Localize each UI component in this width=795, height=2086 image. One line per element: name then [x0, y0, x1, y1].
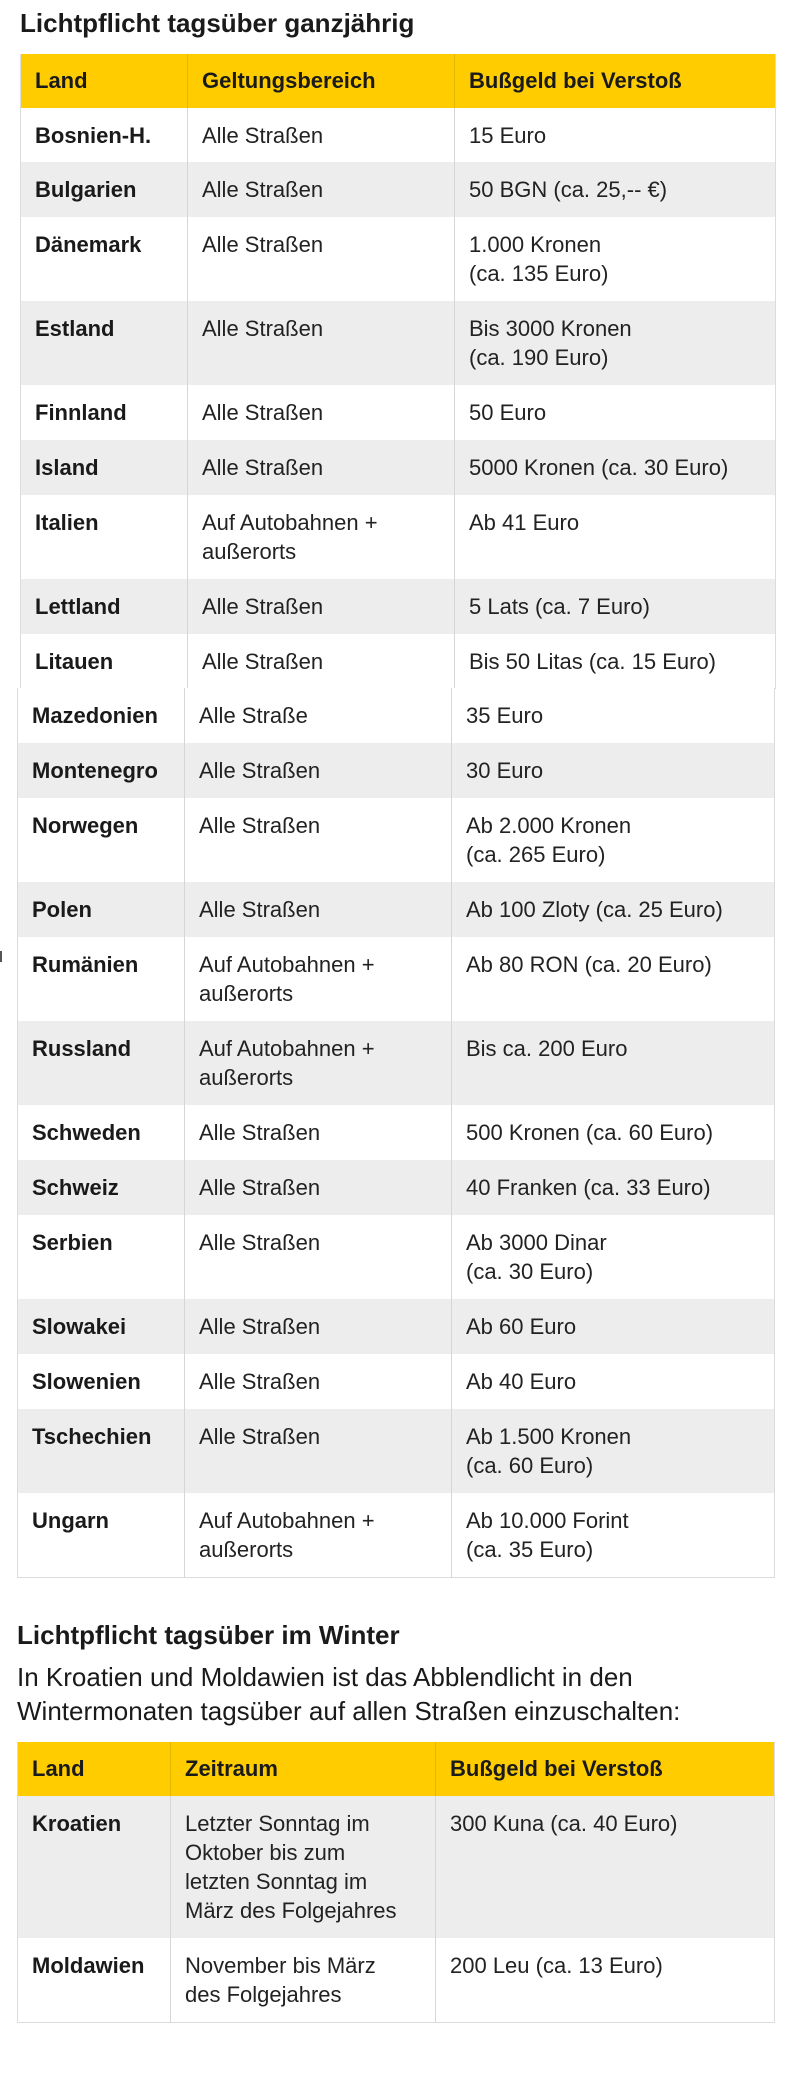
cell-land: Ungarn [18, 1493, 185, 1577]
cell-bussgeld: Bis 50 Litas (ca. 15 Euro) [469, 649, 717, 674]
table-row [18, 798, 775, 882]
lichtpflicht-ganzjaehrig-table-part1 [20, 54, 776, 689]
cell-geltungsbereich: Auf Autobahnen + außerorts [185, 937, 452, 1021]
cell-bussgeld: Ab 60 Euro [466, 1314, 577, 1339]
cell-land: Tschechien [18, 1409, 185, 1493]
cell-geltungsbereich: Alle Straßen [188, 108, 455, 162]
cell-bussgeld: 1.000 Kronen (ca. 135 Euro) [469, 232, 609, 286]
cell-zeitraum: Letzter Sonntag im Oktober bis zum letzten Sonntag im März des Folgejahres [171, 1796, 436, 1938]
cell-geltungsbereich: Alle Straßen [185, 882, 452, 937]
table-header-row [18, 1742, 775, 1796]
cell-geltungsbereich: Alle Straßen [185, 1105, 452, 1160]
table-row [18, 1796, 775, 1938]
cell-geltungsbereich: Auf Autobahnen + außerorts [188, 495, 455, 579]
section1-title: Lichtpflicht tagsüber ganzjährig [20, 8, 415, 38]
cell-land: Lettland [21, 579, 188, 634]
table-row [18, 688, 775, 743]
cell-bussgeld: 300 Kuna (ca. 40 Euro) [450, 1811, 678, 1836]
cell-geltungsbereich: Alle Straßen [185, 1354, 452, 1409]
header-bussgeld: Bußgeld bei Verstoß [455, 54, 776, 108]
cell-bussgeld: Ab 10.000 Forint (ca. 35 Euro) [466, 1508, 629, 1562]
table-row [21, 162, 776, 217]
cell-land: Estland [21, 301, 188, 385]
cell-geltungsbereich: Alle Straßen [185, 1409, 452, 1493]
cell-bussgeld: 200 Leu (ca. 13 Euro) [450, 1953, 663, 1978]
cell-land: Schweden [18, 1105, 185, 1160]
cell-zeitraum: November bis März des Folgejahres [171, 1938, 436, 2022]
cell-land: Slowenien [18, 1354, 185, 1409]
cell-land: Bulgarien [21, 162, 188, 217]
cell-bussgeld: 5 Lats (ca. 7 Euro) [469, 594, 650, 619]
cell-land: Italien [21, 495, 188, 579]
cell-land: Montenegro [18, 743, 185, 798]
cell-land: Kroatien [18, 1796, 171, 1938]
table-row [18, 937, 775, 1021]
table-header-row [21, 54, 776, 108]
cell-geltungsbereich: Alle Straßen [185, 1299, 452, 1354]
cell-geltungsbereich: Alle Straßen [188, 440, 455, 495]
header-land: Land [18, 1742, 171, 1796]
table-row [18, 1160, 775, 1215]
cell-bussgeld: Ab 2.000 Kronen (ca. 265 Euro) [466, 813, 632, 867]
cell-bussgeld: Ab 80 RON (ca. 20 Euro) [466, 952, 712, 977]
cell-bussgeld: Bis 3000 Kronen (ca. 190 Euro) [469, 316, 632, 370]
table-row [21, 301, 776, 385]
cell-bussgeld: 50 Euro [469, 400, 547, 425]
table-row [18, 743, 775, 798]
cell-land: Dänemark [21, 217, 188, 301]
table-row [18, 1493, 775, 1577]
cell-bussgeld: Bis ca. 200 Euro [466, 1036, 628, 1061]
cell-land: Polen [18, 882, 185, 937]
cell-geltungsbereich: Alle Straßen [188, 385, 455, 440]
table-row [18, 1299, 775, 1354]
cell-land: Finnland [21, 385, 188, 440]
cell-bussgeld: 500 Kronen (ca. 60 Euro) [466, 1120, 714, 1145]
cell-geltungsbereich: Alle Straßen [185, 1160, 452, 1215]
cell-bussgeld: 40 Franken (ca. 33 Euro) [466, 1175, 711, 1200]
table-row [21, 108, 776, 162]
cell-land: Schweiz [18, 1160, 185, 1215]
cell-geltungsbereich: Alle Straßen [185, 1215, 452, 1299]
cell-land: Slowakei [18, 1299, 185, 1354]
header-bussgeld: Bußgeld bei Verstoß [436, 1742, 775, 1796]
table-row [18, 1021, 775, 1105]
table-row [21, 385, 776, 440]
cell-geltungsbereich: Alle Straßen [188, 301, 455, 385]
cell-geltungsbereich: Alle Straße [185, 688, 452, 743]
cell-land: Bosnien-H. [21, 108, 188, 162]
header-land: Land [21, 54, 188, 108]
cell-bussgeld: Ab 3000 Dinar (ca. 30 Euro) [466, 1230, 607, 1284]
header-zeitraum: Zeitraum [171, 1742, 436, 1796]
cell-land: Serbien [18, 1215, 185, 1299]
cell-geltungsbereich: Auf Autobahnen + außerorts [185, 1493, 452, 1577]
cell-land: Norwegen [18, 798, 185, 882]
header-geltungsbereich: Geltungsbereich [188, 54, 455, 108]
table-row [18, 1409, 775, 1493]
table-row [18, 1354, 775, 1409]
cell-land: Rumänien [18, 937, 185, 1021]
cell-land: Litauen [21, 634, 188, 689]
cell-land: Mazedonien [18, 688, 185, 743]
lichtpflicht-ganzjaehrig-table-part2 [17, 688, 775, 1578]
table-row [21, 579, 776, 634]
cell-land: Island [21, 440, 188, 495]
table-row [18, 1938, 775, 2022]
table-row [21, 495, 776, 579]
cell-bussgeld: 5000 Kronen (ca. 30 Euro) [469, 455, 729, 480]
cell-bussgeld: Ab 1.500 Kronen (ca. 60 Euro) [466, 1424, 632, 1478]
table-row [18, 882, 775, 937]
table-row [18, 1105, 775, 1160]
cell-bussgeld: 35 Euro [466, 703, 544, 728]
cell-geltungsbereich: Alle Straßen [188, 217, 455, 301]
cell-bussgeld: 50 BGN (ca. 25,-- €) [469, 177, 668, 202]
cell-geltungsbereich: Alle Straßen [188, 634, 455, 689]
cell-bussgeld: 30 Euro [466, 758, 544, 783]
section2-intro: In Kroatien und Moldawien ist das Abblendlicht in den Wintermonaten tagsüber auf allen Straßen einzuschalten: [17, 1662, 681, 1726]
cell-bussgeld: Ab 40 Euro [466, 1369, 577, 1394]
cell-geltungsbereich: Alle Straßen [185, 798, 452, 882]
side-marker [0, 951, 2, 962]
cell-bussgeld: Ab 41 Euro [469, 510, 580, 535]
cell-bussgeld: Ab 100 Zloty (ca. 25 Euro) [466, 897, 723, 922]
cell-geltungsbereich: Auf Autobahnen + außerorts [185, 1021, 452, 1105]
section2-title: Lichtpflicht tagsüber im Winter [17, 1620, 400, 1650]
cell-bussgeld: 15 Euro [469, 123, 547, 148]
table-row [21, 440, 776, 495]
lichtpflicht-winter-table [17, 1742, 775, 2023]
cell-land: Moldawien [18, 1938, 171, 2022]
cell-geltungsbereich: Alle Straßen [185, 743, 452, 798]
cell-geltungsbereich: Alle Straßen [188, 579, 455, 634]
cell-land: Russland [18, 1021, 185, 1105]
table-row [21, 217, 776, 301]
cell-geltungsbereich: Alle Straßen [188, 162, 455, 217]
table-row [21, 634, 776, 689]
table-row [18, 1215, 775, 1299]
